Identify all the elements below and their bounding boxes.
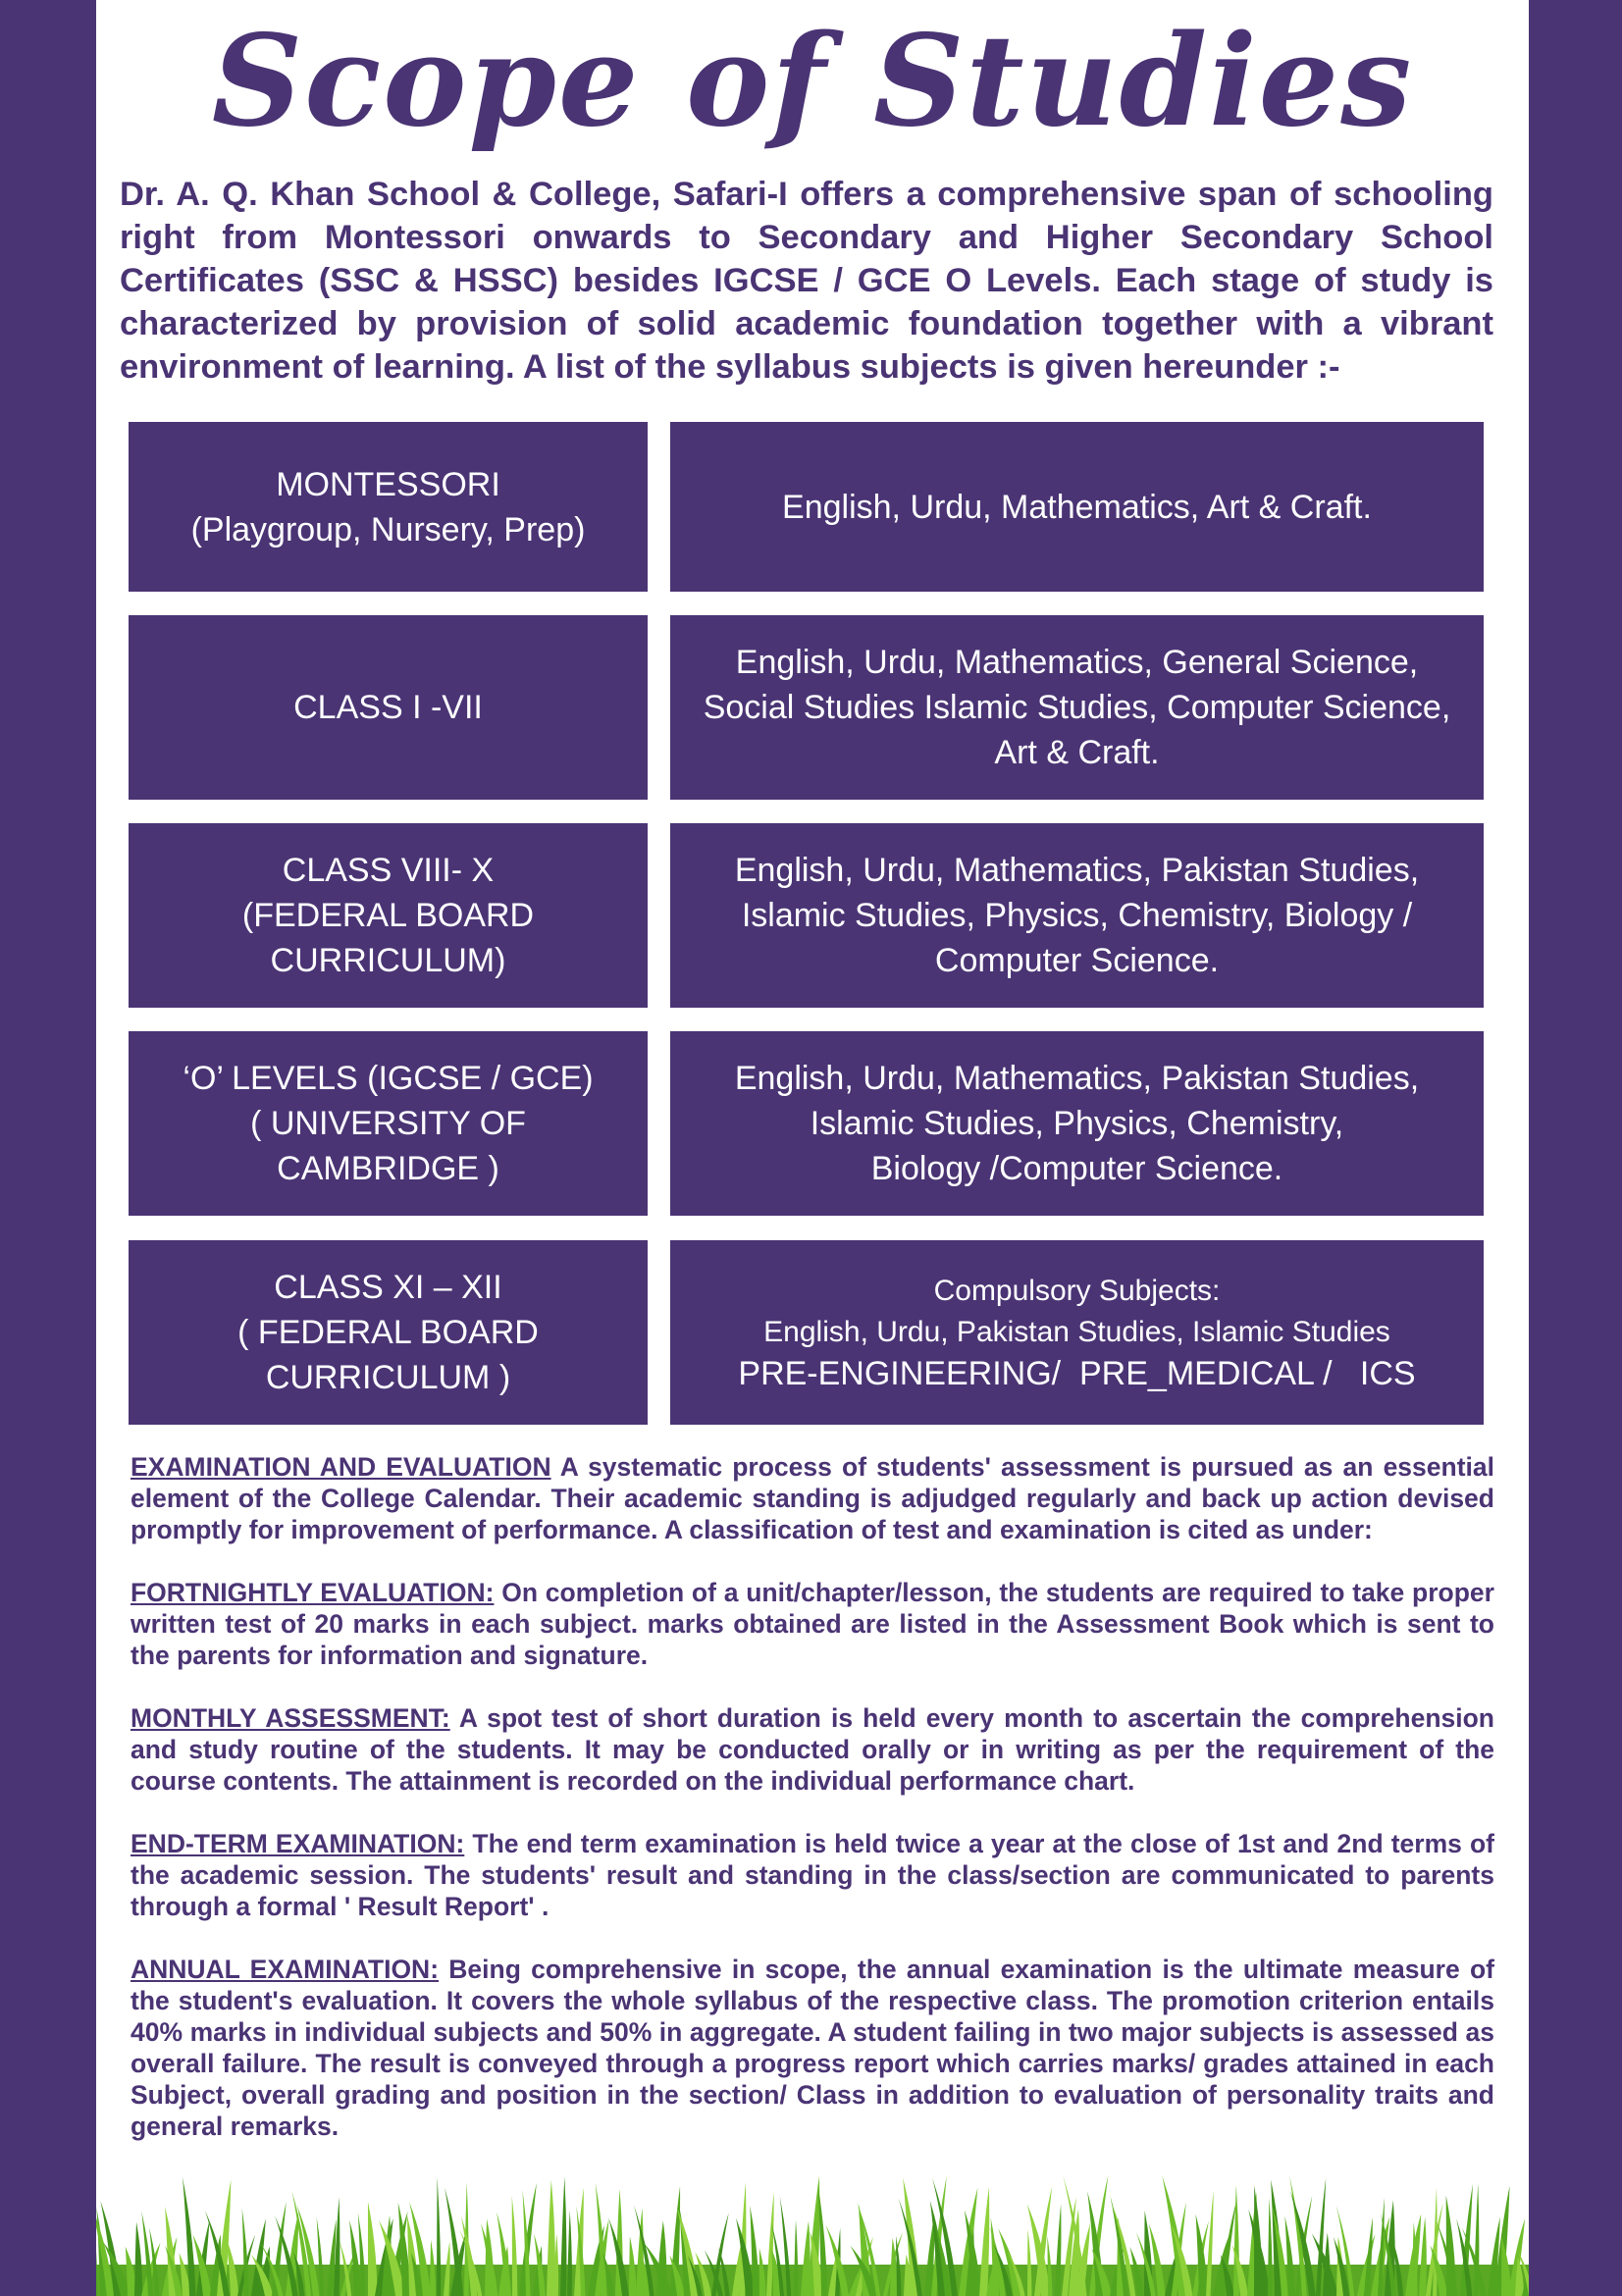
program-subjects-label: English, Urdu, Mathematics, Pakistan Studies, Islamic Studies, Physics, Chemistry, Biology /Computer Science. [734, 1060, 1420, 1187]
evaluation-heading: EXAMINATION AND EVALUATION [131, 1452, 551, 1482]
program-level-label: ‘O’ LEVELS (IGCSE / GCE) ( UNIVERSITY OF CAMBRIDGE ) [183, 1060, 594, 1187]
evaluation-text: A systematic process of students' assessment is pursued as an essential element of the College Calendar. Their academic standing is adjudged regularly and back up action devised promptly for improvement of performance. A classification of test and examination is cited as under: [131, 1452, 1495, 1544]
program-subjects-label: English, Urdu, Mathematics, Pakistan Studies, Islamic Studies, Physics, Chemistry, Biology / Computer Science. [734, 852, 1420, 979]
grass-blade [979, 2187, 989, 2296]
evaluation-text: On completion of a unit/chapter/lesson, the students are required to take proper written test of 20 marks in each subject. marks obtained are listed in the Assessment Book which is sent to the parents for information and signature. [131, 1578, 1494, 1670]
evaluation-paragraph [131, 1577, 1494, 1671]
evaluation-heading: ANNUAL EXAMINATION: [131, 1955, 440, 1984]
evaluation-paragraph [131, 1954, 1494, 2142]
program-level-label: CLASS I -VII [293, 689, 483, 726]
evaluation-text: A spot test of short duration is held every month to ascertain the comprehension and study routine of the students. It may be conducted orally or in writing as per the requirement of the course contents. The attainment is recorded on the individual performance chart. [131, 1703, 1494, 1796]
program-row-o-levels [129, 1031, 1484, 1216]
stream-options: PRE-ENGINEERING/ PRE_MEDICAL / ICS [738, 1355, 1416, 1392]
compulsory-heading: Compulsory Subjects: [933, 1275, 1221, 1307]
evaluation-paragraph [131, 1702, 1494, 1797]
evaluation-paragraph [131, 1828, 1494, 1922]
grass-illustration [96, 2170, 1529, 2296]
evaluation-text: The end term examination is held twice a year at the close of 1st and 2nd terms of the academic session. The students' result and standing in the class/section are communicated to parents through a formal ' Result Report' . [131, 1829, 1494, 1921]
program-level [129, 1240, 648, 1425]
grass-blade [134, 2221, 142, 2296]
program-level [129, 615, 648, 800]
grass-blade [1268, 2198, 1273, 2296]
program-subjects [670, 1240, 1484, 1425]
evaluation-heading: FORTNIGHTLY EVALUATION: [131, 1578, 495, 1607]
program-row-class-xi-xii [129, 1240, 1484, 1425]
brochure-page [96, 0, 1529, 2296]
evaluation-text: Being comprehensive in scope, the annual examination is the ultimate measure of the student's evaluation. It covers the whole syllabus of the respective class. The promotion criterion entails 40% marks in individual subjects and 50% in aggregate. A student failing in two major subjects is assessed as overall failure. The result is conveyed through a progress report which carries marks/ grades attained in each Subject, overall grading and position in the section/ Class in addition to evaluation of personality traits and general remarks. [131, 1955, 1494, 2141]
program-level-label: CLASS VIII- X (FEDERAL BOARD CURRICULUM) [241, 852, 535, 979]
grass-blade [512, 2196, 518, 2296]
compulsory-subjects: English, Urdu, Pakistan Studies, Islamic Studies [763, 1316, 1390, 1348]
program-row-class-viii-x [129, 823, 1484, 1008]
grass-blade [794, 2219, 798, 2296]
evaluation-heading: MONTHLY ASSESSMENT: [131, 1703, 450, 1733]
grass-blade [1433, 2187, 1438, 2296]
evaluation-section [131, 1451, 1494, 2173]
page-title: Scope of Studies [211, 8, 1414, 155]
grass-blade [567, 2211, 572, 2296]
grass-blade [560, 2176, 566, 2296]
program-level [129, 1031, 648, 1216]
grass-blade [636, 2208, 644, 2296]
evaluation-heading: END-TERM EXAMINATION: [131, 1829, 465, 1858]
program-subjects-label: English, Urdu, Mathematics, Art & Craft. [782, 488, 1372, 526]
intro-paragraph: Dr. A. Q. Khan School & College, Safari-I offers a comprehensive span of schooling right from Montessori onwards to Secondary and Higher Secondary School Certificates (SSC & HSSC) besides IGCSE / GCE O Levels. Each stage of study is characterized by provision of solid academic foundation together with a vibrant environment of learning. A list of the syllabus subjects is given hereunder :- [120, 176, 1493, 386]
program-row-montessori [129, 422, 1484, 592]
program-level-label: CLASS XI – XII ( FEDERAL BOARD CURRICULUM ) [237, 1269, 539, 1396]
right-border [1529, 0, 1622, 2296]
grass-blade [547, 2180, 555, 2296]
grass-blade [368, 2202, 377, 2296]
program-level [129, 422, 648, 592]
program-subjects-label: English, Urdu, Mathematics, General Science, Social Studies Islamic Studies, Computer Science, Art & Craft. [703, 644, 1451, 771]
program-subjects [670, 823, 1484, 1008]
grass-blade [1027, 2229, 1031, 2296]
grass-blade [437, 2176, 441, 2296]
program-level-label: MONTESSORI (Playgroup, Nursery, Prep) [190, 465, 586, 548]
program-subjects [670, 1031, 1484, 1216]
program-row-class-i-vii [129, 615, 1484, 800]
left-border [0, 0, 96, 2296]
program-subjects [670, 615, 1484, 800]
evaluation-paragraph [131, 1451, 1494, 1545]
program-level [129, 823, 648, 1008]
grass-blade [1055, 2204, 1061, 2296]
program-subjects [670, 422, 1484, 592]
